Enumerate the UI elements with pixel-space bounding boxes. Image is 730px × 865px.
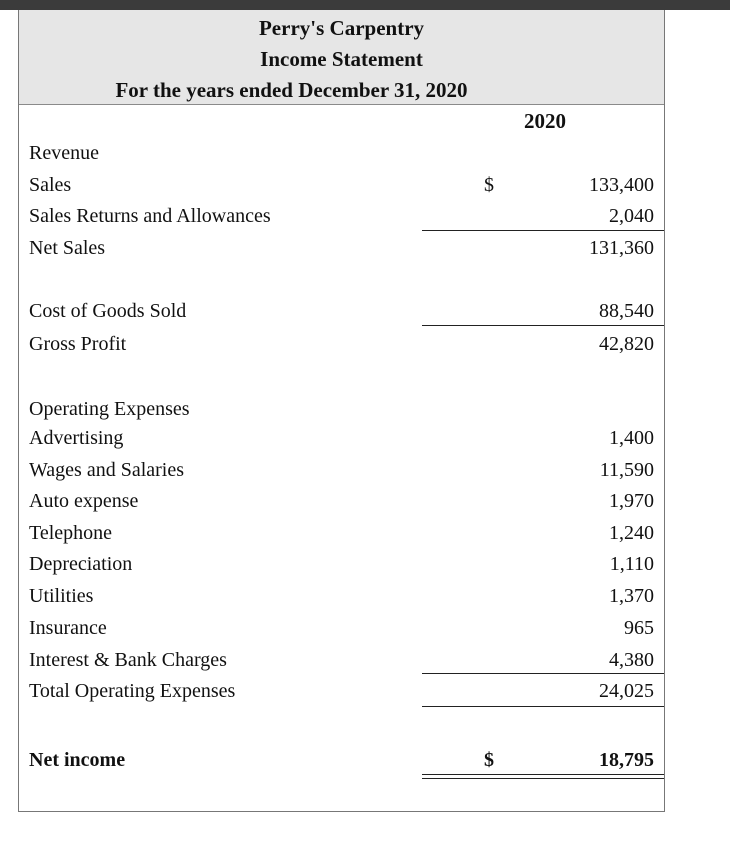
company-name: Perry's Carpentry [258,16,425,40]
total-opex-label: Total Operating Expenses [29,680,236,702]
subtotal-rule [422,673,664,674]
net-sales-value: 131,360 [589,237,654,259]
statement-title: Income Statement [260,47,423,71]
cogs-label: Cost of Goods Sold [29,300,187,322]
opex-heading: Operating Expenses [29,398,190,420]
subtotal-rule [422,325,664,326]
telephone-value: 1,240 [609,522,654,544]
cogs-value: 88,540 [599,300,654,322]
advertising-label: Advertising [29,427,124,449]
utilities-label: Utilities [29,585,94,607]
insurance-value: 965 [624,617,654,639]
wages-value: 11,590 [599,459,654,481]
insurance-label: Insurance [29,617,107,639]
net-sales-label: Net Sales [29,237,106,259]
double-rule-bottom [422,778,664,779]
sales-label: Sales [29,174,72,196]
statement-period: For the years ended December 31, 2020 [115,78,468,102]
advertising-value: 1,400 [609,427,654,449]
depreciation-label: Depreciation [29,553,133,575]
returns-label: Sales Returns and Allowances [29,205,271,227]
sales-value: 133,400 [589,174,654,196]
gross-profit-label: Gross Profit [29,333,127,355]
subtotal-rule [422,706,664,707]
total-opex-value: 24,025 [599,680,654,702]
double-rule-top [422,774,664,775]
sales-currency: $ [484,174,494,196]
gross-profit-value: 42,820 [599,333,654,355]
utilities-value: 1,370 [609,585,654,607]
top-bar [0,0,730,10]
auto-value: 1,970 [609,490,654,512]
statement-header [19,10,664,105]
auto-label: Auto expense [29,490,139,512]
returns-value: 2,040 [609,205,654,227]
depreciation-value: 1,110 [609,553,654,575]
interest-label: Interest & Bank Charges [29,649,227,671]
revenue-heading: Revenue [29,142,99,164]
net-income-label: Net income [29,749,126,771]
net-income-currency: $ [484,749,494,771]
telephone-label: Telephone [29,522,113,544]
interest-value: 4,380 [609,649,654,671]
wages-label: Wages and Salaries [29,459,184,481]
year-column-header: 2020 [524,109,566,133]
net-income-value: 18,795 [599,749,654,771]
subtotal-rule [422,230,664,231]
